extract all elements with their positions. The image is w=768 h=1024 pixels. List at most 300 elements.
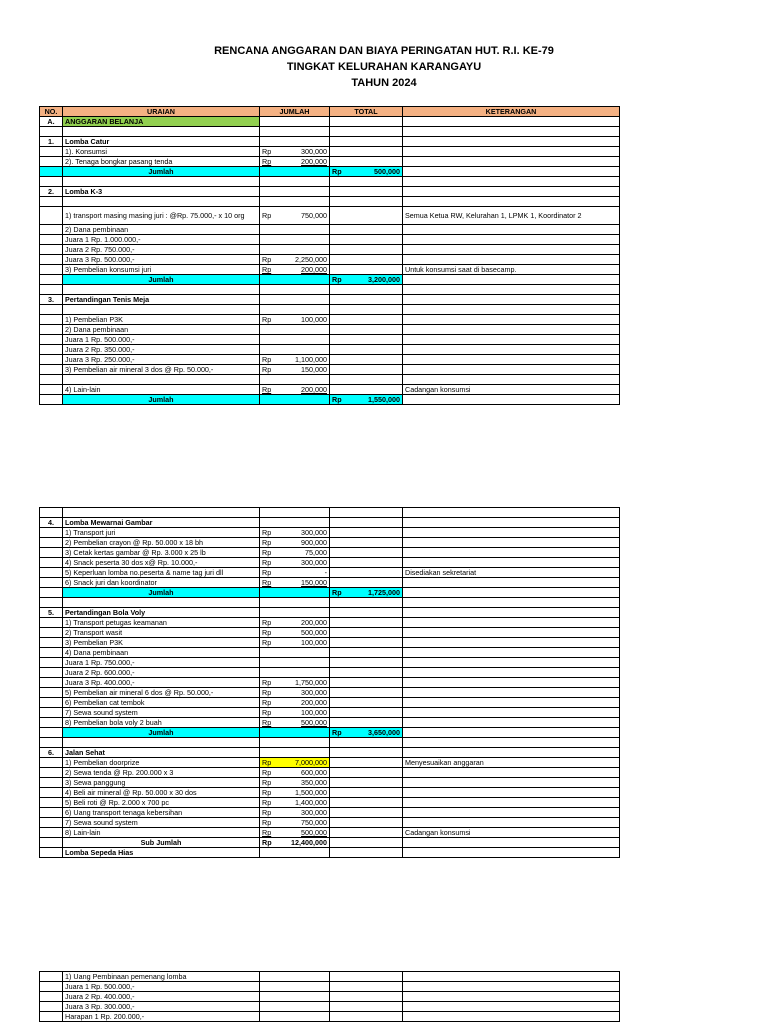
- amount-cell: [262, 315, 327, 324]
- table-cell: [403, 508, 620, 518]
- table-cell: [330, 798, 403, 808]
- table-cell: [403, 365, 620, 375]
- table-cell: [260, 508, 330, 518]
- table-cell: [403, 668, 620, 678]
- item-amount: 600,000: [301, 768, 327, 777]
- section-total: 3,200,000: [368, 275, 400, 284]
- table-cell: [403, 197, 620, 207]
- section-total: 500,000: [374, 167, 400, 176]
- juara-label: Juara 1 Rp. 500.000,-: [63, 335, 260, 345]
- table-row: [40, 1012, 620, 1022]
- table-cell: [330, 538, 403, 548]
- table-cell: [330, 708, 403, 718]
- table-cell: [260, 728, 330, 738]
- item-amount: 100,000: [301, 708, 327, 717]
- table-cell: [260, 325, 330, 335]
- table-cell: [40, 648, 63, 658]
- item-amount: 500,000: [301, 718, 327, 727]
- table-cell: [40, 788, 63, 798]
- table-cell: [403, 768, 620, 778]
- table-cell: [40, 768, 63, 778]
- table-cell: [40, 618, 63, 628]
- table-cell: [63, 197, 260, 207]
- table-cell: [260, 147, 330, 157]
- item-label: 2) Dana pembinaan: [63, 325, 260, 335]
- table-cell: [403, 598, 620, 608]
- table-row: [40, 972, 620, 982]
- amount-cell: [262, 147, 327, 156]
- table-row: [40, 598, 620, 608]
- currency: Rp: [262, 678, 272, 687]
- table-cell: [260, 275, 330, 285]
- table-row: [40, 285, 620, 295]
- table-cell: [40, 982, 63, 992]
- amount-cell: [332, 275, 400, 284]
- item-label: 4) Snack peserta 30 dos x@ Rp. 10.000,-: [63, 558, 260, 568]
- currency: Rp: [262, 528, 272, 537]
- table-cell: [40, 738, 63, 748]
- table-row: [40, 385, 620, 395]
- item-label: 3) Pembelian air mineral 3 dos @ Rp. 50.000,-: [63, 365, 260, 375]
- table-cell: [260, 305, 330, 315]
- table-cell: [403, 698, 620, 708]
- table-cell: [40, 708, 63, 718]
- juara-label: Juara 3 Rp. 400.000,-: [63, 678, 260, 688]
- table-cell: [403, 548, 620, 558]
- table-cell: [40, 285, 63, 295]
- currency: Rp: [262, 211, 272, 220]
- table-cell: [403, 688, 620, 698]
- table-cell: [403, 315, 620, 325]
- table-cell: [260, 608, 330, 618]
- table-cell: [403, 838, 620, 848]
- table-cell: [330, 157, 403, 167]
- section-name: Lomba Sepeda Hias: [63, 848, 260, 858]
- juara-label: Juara 2 Rp. 600.000,-: [63, 668, 260, 678]
- table-cell: [40, 698, 63, 708]
- table-cell: [330, 598, 403, 608]
- item-label: 5) Pembelian air mineral 6 dos @ Rp. 50.000,-: [63, 688, 260, 698]
- table-row: [40, 137, 620, 147]
- table-cell: [260, 618, 330, 628]
- section-name: Lomba Catur: [63, 137, 260, 147]
- table-cell: [403, 325, 620, 335]
- table-cell: [330, 207, 403, 225]
- section-name: Lomba Mewarnai Gambar: [63, 518, 260, 528]
- table-cell: [260, 848, 330, 858]
- table-cell: [403, 355, 620, 365]
- item-label: 3) Pembelian P3K: [63, 638, 260, 648]
- amount-cell: [262, 788, 327, 797]
- table-cell: [260, 167, 330, 177]
- jumlah-label: Jumlah: [63, 395, 260, 405]
- currency: Rp: [262, 768, 272, 777]
- table-cell: [260, 718, 330, 728]
- table-cell: [260, 788, 330, 798]
- table-row: [40, 778, 620, 788]
- table-cell: [40, 798, 63, 808]
- amount-cell: [262, 838, 327, 847]
- item-label: 2) Transport wasit: [63, 628, 260, 638]
- table-cell: [63, 177, 260, 187]
- table-cell: [330, 355, 403, 365]
- section-name: Pertandingan Bola Voly: [63, 608, 260, 618]
- table-cell: [63, 375, 260, 385]
- item-label: 3) Cetak kertas gambar @ Rp. 3.000 x 25 lb: [63, 548, 260, 558]
- table-cell: [40, 1012, 63, 1022]
- amount-cell: [262, 708, 327, 717]
- table-cell: [403, 778, 620, 788]
- table-row: [40, 758, 620, 768]
- currency: Rp: [262, 708, 272, 717]
- table-row: [40, 265, 620, 275]
- table-cell: [40, 235, 63, 245]
- table-cell: [40, 335, 63, 345]
- table-cell: [40, 345, 63, 355]
- table-cell: [40, 668, 63, 678]
- table-cell: [260, 375, 330, 385]
- juara-label: Juara 3 Rp. 300.000,-: [63, 1002, 260, 1012]
- table-cell: [260, 235, 330, 245]
- table-row: [40, 788, 620, 798]
- table-cell: [260, 117, 330, 127]
- table-cell: [330, 748, 403, 758]
- currency: Rp: [262, 548, 272, 557]
- table-cell: [40, 207, 63, 225]
- table-cell: [330, 137, 403, 147]
- section-total: 1,550,000: [368, 395, 400, 404]
- table-row: [40, 225, 620, 235]
- table-row: [40, 608, 620, 618]
- table-row: [40, 335, 620, 345]
- juara-label: Juara 3 Rp. 500.000,-: [63, 255, 260, 265]
- table-cell: [330, 197, 403, 207]
- item-label: 8) Lain-lain: [63, 828, 260, 838]
- table-cell: [330, 305, 403, 315]
- item-amount: 750,000: [301, 818, 327, 827]
- item-amount: 200,000: [301, 618, 327, 627]
- table-cell: [260, 355, 330, 365]
- item-label: 3) Pembelian konsumsi juri: [63, 265, 260, 275]
- section-name: Pertandingan Tenis Meja: [63, 295, 260, 305]
- amount-cell: [262, 638, 327, 647]
- amount-cell: [262, 538, 327, 547]
- table-cell: [403, 972, 620, 982]
- table-cell: [40, 147, 63, 157]
- table-cell: [260, 658, 330, 668]
- table-cell: [40, 972, 63, 982]
- table-cell: [260, 768, 330, 778]
- table-cell: [40, 538, 63, 548]
- table-cell: [260, 568, 330, 578]
- amount-cell: [332, 728, 400, 737]
- table-cell: [40, 558, 63, 568]
- item-label: 4) Beli air mineral @ Rp. 50.000 x 30 dos: [63, 788, 260, 798]
- item-note: Cadangan konsumsi: [403, 828, 620, 838]
- table-row: [40, 375, 620, 385]
- item-label: 2) Sewa tenda @ Rp. 200.000 x 3: [63, 768, 260, 778]
- table-cell: [260, 187, 330, 197]
- currency: Rp: [332, 167, 342, 176]
- table-cell: [260, 548, 330, 558]
- currency: Rp: [262, 618, 272, 627]
- amount-cell: [332, 588, 400, 597]
- table-cell: [330, 658, 403, 668]
- juara-label: Juara 1 Rp. 1.000.000,-: [63, 235, 260, 245]
- amount-cell: [262, 628, 327, 637]
- table-row: [40, 848, 620, 858]
- currency: Rp: [262, 698, 272, 707]
- item-amount: 200,000: [301, 385, 327, 394]
- table-cell: [260, 818, 330, 828]
- currency: Rp: [262, 385, 272, 394]
- amount-cell: [262, 355, 327, 364]
- currency: Rp: [262, 365, 272, 374]
- table-row: [40, 798, 620, 808]
- table-cell: [40, 157, 63, 167]
- amount-cell: [262, 528, 327, 537]
- table-cell: [330, 375, 403, 385]
- jumlah-label: Jumlah: [63, 167, 260, 177]
- table-cell: [330, 848, 403, 858]
- amount-cell: [332, 395, 400, 404]
- table-cell: [403, 678, 620, 688]
- table-cell: [330, 788, 403, 798]
- table-cell: [330, 345, 403, 355]
- table-cell: [330, 992, 403, 1002]
- header-jumlah: JUMLAH: [260, 107, 330, 117]
- table-cell: [330, 147, 403, 157]
- row-no: 1.: [40, 137, 63, 147]
- item-amount: 100,000: [301, 315, 327, 324]
- table-cell: [260, 365, 330, 375]
- table-row: [40, 518, 620, 528]
- table-row: [40, 738, 620, 748]
- table-row: [40, 658, 620, 668]
- subtotal-value: 12,400,000: [291, 838, 327, 847]
- table-row: [40, 235, 620, 245]
- table-cell: [40, 638, 63, 648]
- table-cell: [403, 992, 620, 1002]
- jumlah-row: [40, 167, 620, 177]
- table-cell: [330, 578, 403, 588]
- jumlah-label: Jumlah: [63, 275, 260, 285]
- table-cell: [260, 748, 330, 758]
- table-cell: [330, 385, 403, 395]
- table-cell: [403, 808, 620, 818]
- table-cell: [63, 127, 260, 137]
- table-cell: [40, 255, 63, 265]
- item-label: 1). Konsumsi: [63, 147, 260, 157]
- table-cell: [260, 197, 330, 207]
- table-cell: [403, 848, 620, 858]
- header-uraian: URAIAN: [63, 107, 260, 117]
- jumlah-row: [40, 275, 620, 285]
- item-label: 1) transport masing masing juri : @Rp. 75.000,- x 10 org: [63, 207, 260, 225]
- juara-label: Juara 2 Rp. 750.000,-: [63, 245, 260, 255]
- table-cell: [403, 798, 620, 808]
- item-label: 6) Uang transport tenaga kebersihan: [63, 808, 260, 818]
- item-amount: 200,000: [301, 698, 327, 707]
- table-cell: [260, 828, 330, 838]
- item-label: 2) Pembelian crayon @ Rp. 50.000 x 18 bh: [63, 538, 260, 548]
- table-cell: [260, 245, 330, 255]
- table-cell: [403, 137, 620, 147]
- juara-label: Juara 2 Rp. 350.000,-: [63, 345, 260, 355]
- table-row: [40, 157, 620, 167]
- juara-label: Harapan 1 Rp. 200.000,-: [63, 1012, 260, 1022]
- table-cell: [330, 648, 403, 658]
- table-cell: [330, 728, 403, 738]
- table-row: [40, 558, 620, 568]
- table-cell: [403, 708, 620, 718]
- table-cell: [40, 265, 63, 275]
- table-cell: [403, 187, 620, 197]
- table-cell: [40, 588, 63, 598]
- budget-table-page-2: [39, 507, 620, 858]
- item-label: 6) Pembelian cat tembok: [63, 698, 260, 708]
- item-amount: 150,000: [301, 578, 327, 587]
- amount-cell: [262, 618, 327, 627]
- table-row: [40, 768, 620, 778]
- table-cell: [403, 1002, 620, 1012]
- item-label: 7) Sewa sound system: [63, 708, 260, 718]
- item-amount: 1,750,000: [295, 678, 327, 687]
- table-cell: [260, 578, 330, 588]
- table-cell: [403, 748, 620, 758]
- table-cell: [330, 225, 403, 235]
- section-a-no: A.: [40, 117, 63, 127]
- table-cell: [260, 798, 330, 808]
- table-row: [40, 325, 620, 335]
- table-cell: [330, 558, 403, 568]
- table-cell: [40, 658, 63, 668]
- table-cell: [40, 838, 63, 848]
- currency: Rp: [262, 758, 272, 767]
- item-label: 1) Transport petugas keamanan: [63, 618, 260, 628]
- table-row: [40, 992, 620, 1002]
- table-cell: [330, 1012, 403, 1022]
- table-cell: [403, 345, 620, 355]
- table-cell: [403, 718, 620, 728]
- table-cell: [260, 698, 330, 708]
- table-cell: [403, 648, 620, 658]
- amount-cell: [332, 167, 400, 176]
- table-cell: [260, 225, 330, 235]
- item-label: 1) Pembelian doorprize: [63, 758, 260, 768]
- table-cell: [403, 255, 620, 265]
- juara-label: Juara 2 Rp. 400.000,-: [63, 992, 260, 1002]
- item-amount: 200,000: [301, 157, 327, 166]
- table-cell: [40, 395, 63, 405]
- table-row: [40, 117, 620, 127]
- table-cell: [260, 688, 330, 698]
- table-cell: [330, 518, 403, 528]
- table-cell: [40, 127, 63, 137]
- table-cell: [40, 818, 63, 828]
- amount-cell: [262, 778, 327, 787]
- budget-table-page-1: [39, 106, 620, 405]
- table-cell: [63, 738, 260, 748]
- table-cell: [330, 295, 403, 305]
- table-row: [40, 668, 620, 678]
- table-cell: [40, 197, 63, 207]
- item-label: 6) Snack juri dan koordinator: [63, 578, 260, 588]
- item-amount: 150,000: [301, 365, 327, 374]
- item-amount: 1,100,000: [295, 355, 327, 364]
- table-row: [40, 688, 620, 698]
- item-amount: 2,250,000: [295, 255, 327, 264]
- currency: Rp: [332, 588, 342, 597]
- amount-cell: [262, 558, 327, 567]
- table-row: [40, 245, 620, 255]
- amount-cell: [262, 365, 327, 374]
- currency: Rp: [262, 538, 272, 547]
- table-row: [40, 618, 620, 628]
- table-cell: [40, 355, 63, 365]
- table-cell: [403, 225, 620, 235]
- currency: Rp: [262, 558, 272, 567]
- item-label: 8) Pembelian bola voly 2 buah: [63, 718, 260, 728]
- table-cell: [260, 628, 330, 638]
- table-row: [40, 748, 620, 758]
- table-row: [40, 828, 620, 838]
- currency: Rp: [262, 255, 272, 264]
- item-label: 2) Dana pembinaan: [63, 225, 260, 235]
- table-cell: [63, 598, 260, 608]
- amount-cell: [262, 698, 327, 707]
- table-cell: [260, 345, 330, 355]
- table-cell: [330, 638, 403, 648]
- amount-cell: [262, 568, 327, 577]
- table-cell: [403, 538, 620, 548]
- jumlah-label: Jumlah: [63, 588, 260, 598]
- table-cell: [403, 638, 620, 648]
- table-cell: [330, 758, 403, 768]
- currency: Rp: [262, 568, 272, 577]
- table-cell: [403, 818, 620, 828]
- table-cell: [403, 588, 620, 598]
- table-cell: [403, 518, 620, 528]
- item-label: 5) Keperluan lomba no.peserta & name tag juri dll: [63, 568, 260, 578]
- table-row: [40, 528, 620, 538]
- table-row: [40, 187, 620, 197]
- table-row: [40, 568, 620, 578]
- currency: Rp: [262, 157, 272, 166]
- table-cell: [40, 758, 63, 768]
- table-cell: [330, 275, 403, 285]
- table-cell: [403, 558, 620, 568]
- table-cell: [63, 508, 260, 518]
- juara-label: Juara 1 Rp. 500.000,-: [63, 982, 260, 992]
- table-cell: [403, 285, 620, 295]
- table-cell: [260, 177, 330, 187]
- table-cell: [330, 808, 403, 818]
- table-cell: [403, 788, 620, 798]
- row-no: 6.: [40, 748, 63, 758]
- table-cell: [330, 167, 403, 177]
- header-total: TOTAL: [330, 107, 403, 117]
- table-cell: [330, 365, 403, 375]
- table-cell: [403, 295, 620, 305]
- table-cell: [330, 688, 403, 698]
- table-cell: [40, 848, 63, 858]
- table-cell: [330, 718, 403, 728]
- table-cell: [260, 255, 330, 265]
- table-row: [40, 578, 620, 588]
- table-row: [40, 718, 620, 728]
- jumlah-row: [40, 395, 620, 405]
